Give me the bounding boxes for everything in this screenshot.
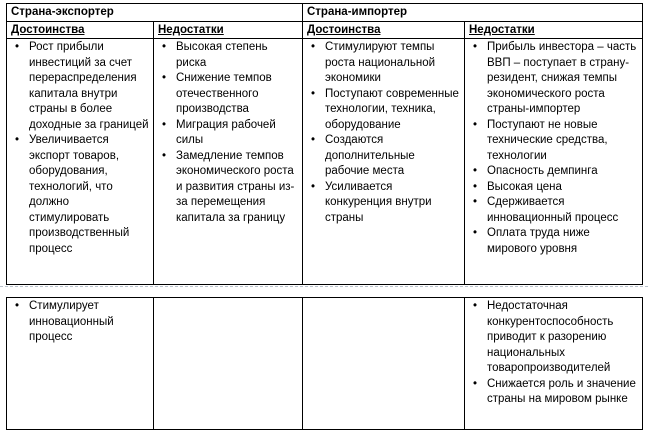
importer-pros-extra-cell (303, 298, 465, 430)
importer-cons-header: Недостатки (465, 21, 643, 39)
list-item: • Стимулирует инновационный процесс (11, 299, 149, 346)
list-item: • Создаются дополнительные рабочие места (307, 133, 460, 180)
list-item: • Сдерживается инновационный процесс (469, 195, 638, 226)
list-item: • Усиливается конкуренция внутри страны (307, 180, 460, 227)
list-item: • Прибыль инвестора – часть ВВП – поступает в страну-резидент, снижая темпы экономического роста страны-импортер (469, 40, 638, 118)
exporter-pros-extra-cell (7, 298, 154, 430)
comparison-table (6, 3, 643, 285)
importer-cons-extra-list (469, 299, 638, 408)
list-item: • Высокая степень риска (158, 40, 298, 71)
comparison-table-continued (6, 297, 643, 430)
list-item: • Стимулируют темпы роста национальной экономики (307, 40, 460, 87)
list-item: • Опасность демпинга (469, 164, 638, 180)
list-item: • Увеличивается экспорт товаров, оборудования, технологий, что должно стимулировать производственный процесс (11, 133, 149, 257)
list-item: • Замедление темпов экономического роста и развития страны из-за перемещения капитала за границу (158, 149, 298, 227)
importer-cons-cell (465, 39, 643, 285)
exporter-pros-cell (7, 39, 154, 285)
exporter-pros-header: Достоинства (7, 21, 154, 39)
page-break-line (0, 286, 648, 287)
importer-cons-extra-cell (465, 298, 643, 430)
list-item: • Снижается роль и значение страны на мировом рынке (469, 377, 638, 408)
page-break (0, 281, 648, 293)
importer-title: Страна-импортер (303, 4, 643, 22)
exporter-pros-list (11, 40, 149, 257)
list-item: • Поступают современные технологии, техника, оборудование (307, 87, 460, 134)
exporter-cons-cell (154, 39, 303, 285)
importer-pros-cell (303, 39, 465, 285)
list-item: • Недостаточная конкурентоспособность приводит к разорению национальных товаропроизводителей (469, 299, 638, 377)
importer-cons-list (469, 40, 638, 257)
list-item: • Оплата труда ниже мирового уровня (469, 226, 638, 257)
exporter-cons-list (158, 40, 298, 226)
list-item: • Рост прибыли инвестиций за счет перераспределения капитала внутри страны в более доходные за границей (11, 40, 149, 133)
exporter-cons-extra-cell (154, 298, 303, 430)
list-item: • Поступают не новые технические средства, технологии (469, 118, 638, 165)
exporter-pros-extra-list (11, 299, 149, 346)
importer-pros-header: Достоинства (303, 21, 465, 39)
list-item: • Миграция рабочей силы (158, 118, 298, 149)
exporter-title: Страна-экспортер (7, 4, 303, 22)
exporter-cons-header: Недостатки (154, 21, 303, 39)
importer-pros-list (307, 40, 460, 226)
list-item: • Высокая цена (469, 180, 638, 196)
list-item: • Снижение темпов отечественного производства (158, 71, 298, 118)
